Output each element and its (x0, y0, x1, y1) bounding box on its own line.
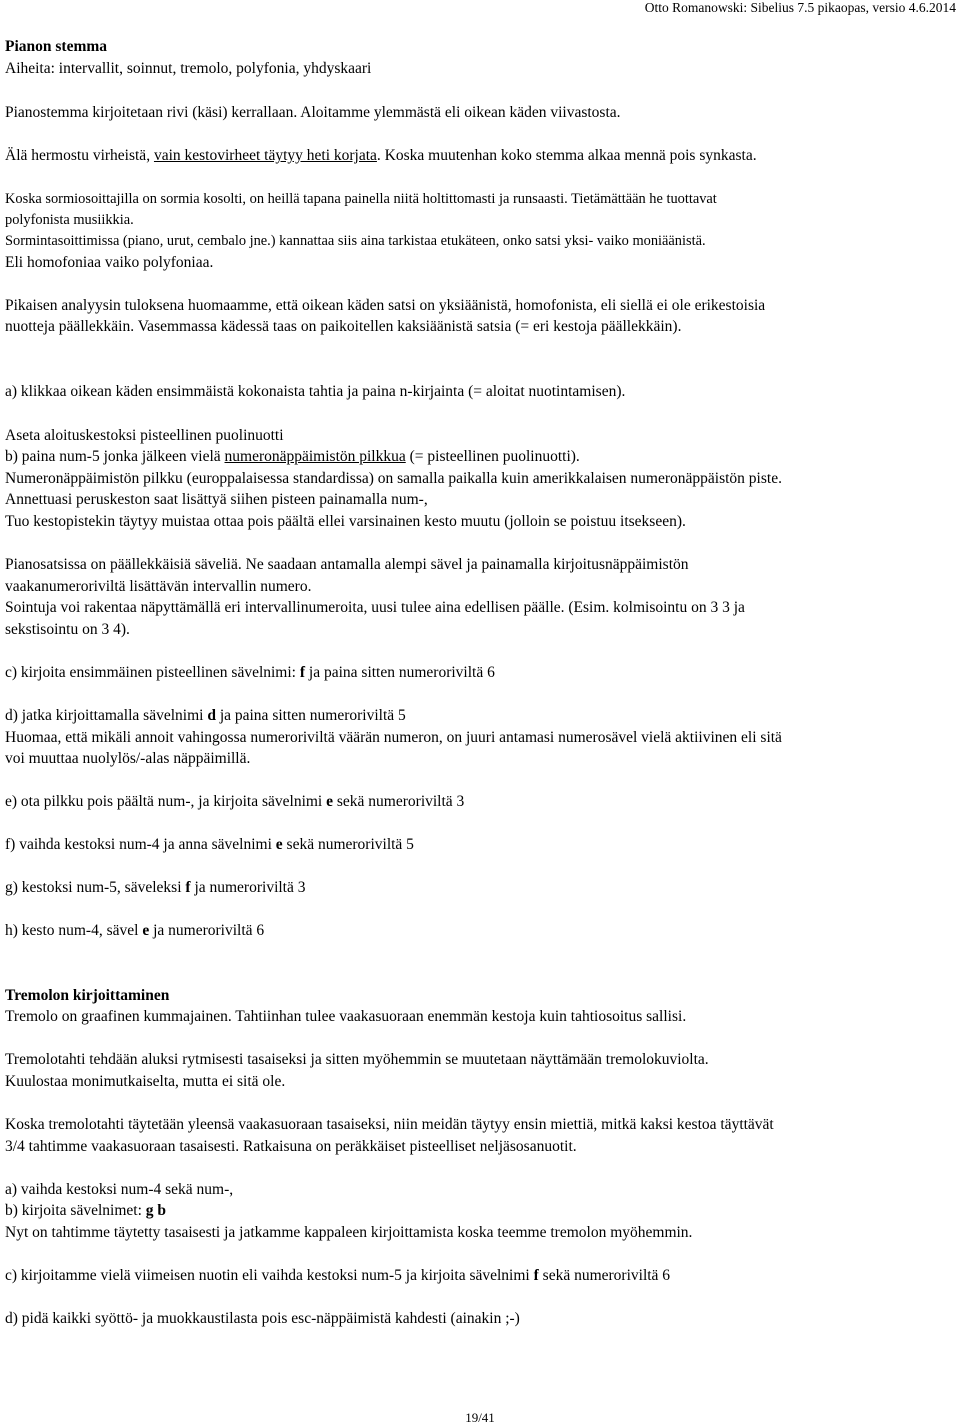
paragraph-line: voi muuttaa nuolylös/-alas näppäimillä. (5, 750, 251, 767)
tremolo-step-c: c) kirjoitamme vielä viimeisen nuotin eli vaihda kestoksi num-5 ja kirjoita sävelnimi f sekä numeroriviltä 6 (5, 1267, 671, 1284)
topics-line: Aiheita: intervallit, soinnut, tremolo, polyfonia, yhdyskaari (5, 60, 372, 77)
paragraph-line: sekstisointu on 3 4). (5, 621, 130, 638)
paragraph-line: Pikaisen analyysin tuloksena huomaamme, että oikean käden satsi on yksiäänistä, homofonista, eli siellä ei ole erikestoisia (5, 297, 766, 314)
step-c: c) kirjoita ensimmäinen pisteellinen sävelnimi: f ja paina sitten numeroriviltä 6 (5, 664, 495, 681)
paragraph-line: Sormintasoittimissa (piano, urut, cembalo jne.) kannattaa siis aina tarkistaa etukäteen, onko satsi yksi- vaiko moniäänistä. (5, 233, 706, 249)
paragraph-line: Eli homofoniaa vaiko polyfoniaa. (5, 254, 214, 271)
page-header: Otto Romanowski: Sibelius 7.5 pikaopas, versio 4.6.2014 (644, 0, 956, 15)
page-number: 19/41 (465, 1410, 495, 1425)
section-title: Pianon stemma (5, 38, 108, 55)
step-e: e) ota pilkku pois päältä num-, ja kirjoita sävelnimi e sekä numeroriviltä 3 (5, 793, 465, 810)
paragraph-line: 3/4 tahtimme vaakasuoraan tasaisesti. Ratkaisuna on peräkkäiset pisteelliset neljäsosanuotit. (5, 1138, 577, 1155)
step-d: d) jatka kirjoittamalla sävelnimi d ja paina sitten numeroriviltä 5 (5, 707, 406, 724)
paragraph: Pianostemma kirjoitetaan rivi (käsi) kerrallaan. Aloitamme ylemmästä eli oikean käden viivastosta. (5, 104, 621, 121)
paragraph: Älä hermostu virheistä, vain kestovirheet täytyy heti korjata. Koska muutenhan koko stemma alkaa mennä pois synkasta. (5, 147, 757, 164)
paragraph-line: Sointuja voi rakentaa näpyttämällä eri intervallinumeroita, uusi tulee aina edellisen päälle. (Esim. kolmisointu on 3 3 ja (5, 599, 745, 616)
step-f: f) vaihda kestoksi num-4 ja anna sävelnimi e sekä numeroriviltä 5 (5, 836, 414, 853)
paragraph-line: Aseta aloituskestoksi pisteellinen puolinuotti (5, 427, 284, 444)
paragraph-line: Kuulostaa monimutkaiselta, mutta ei sitä ole. (5, 1073, 286, 1090)
section-title: Tremolon kirjoittaminen (5, 987, 170, 1004)
paragraph-line: Tremolotahti tehdään aluksi rytmisesti tasaiseksi ja sitten myöhemmin se muutetaan näyttämään tremolokuviolta. (5, 1051, 709, 1068)
step-h: h) kesto num-4, sävel e ja numeroriviltä 6 (5, 922, 265, 939)
step-a: a) klikkaa oikean käden ensimmäistä kokonaista tahtia ja paina n-kirjainta (= aloitat nuotintamisen). (5, 383, 626, 400)
paragraph: Tremolo on graafinen kummajainen. Tahtiinhan tulee vaakasuoraan enemmän kestoja kuin tahtiosoitus sallisi. (5, 1008, 687, 1025)
paragraph-line: Huomaa, että mikäli annoit vahingossa numeroriviltä väärän numeron, on juuri antamasi numerosävel vielä aktiivinen eli sitä (5, 729, 782, 746)
tremolo-step-b: b) kirjoita sävelnimet: g b (5, 1202, 167, 1219)
paragraph-line: nuotteja päällekkäin. Vasemmassa kädessä taas on paikoitellen kaksiäänistä satsia (= eri kestoja päällekkäin). (5, 318, 682, 335)
paragraph-line: Numeronäppäimistön pilkku (europpalaisessa standardissa) on samalla paikalla kuin amerikkalaisen numeronäppäistön piste. (5, 470, 782, 487)
step-b: b) paina num-5 jonka jälkeen vielä numeronäppäimistön pilkkua (= pisteellinen puolinuotti). (5, 448, 580, 465)
paragraph-line: Tuo kestopistekin täytyy muistaa ottaa pois päältä ellei varsinainen kesto muutu (jolloin se poistuu itsekseen). (5, 513, 686, 530)
paragraph-line: Koska sormiosoittajilla on sormia kosolti, on heillä tapana painella niitä holtittomasti ja runsaasti. Tietämättään he tuottavat (5, 191, 717, 207)
tremolo-step-d: d) pidä kaikki syöttö- ja muokkaustilasta pois esc-näppäimistä kahdesti (ainakin ;-) (5, 1310, 520, 1327)
paragraph-line: Koska tremolotahti täytetään yleensä vaakasuoraan tasaiseksi, niin meidän täytyy ensin miettiä, mitkä kaksi kestoa täyttävät (5, 1116, 774, 1133)
paragraph-line: Annettuasi peruskeston saat lisättyä siihen pisteen painamalla num-, (5, 491, 428, 508)
paragraph-line: vaakanumeroriviltä lisättävän intervallin numero. (5, 578, 312, 595)
tremolo-step-a: a) vaihda kestoksi num-4 sekä num-, (5, 1181, 234, 1198)
paragraph-line: polyfonista musiikkia. (5, 212, 134, 228)
paragraph-line: Pianosatsissa on päällekkäisiä säveliä. Ne saadaan antamalla alempi sävel ja painamalla kirjoitusnäppäimistön (5, 556, 689, 573)
paragraph-line: Nyt on tahtimme täytetty tasaisesti ja jatkamme kappaleen kirjoittamista koska teemme tremolon myöhemmin. (5, 1224, 693, 1241)
step-g: g) kestoksi num-5, säveleksi f ja numeroriviltä 3 (5, 879, 306, 896)
